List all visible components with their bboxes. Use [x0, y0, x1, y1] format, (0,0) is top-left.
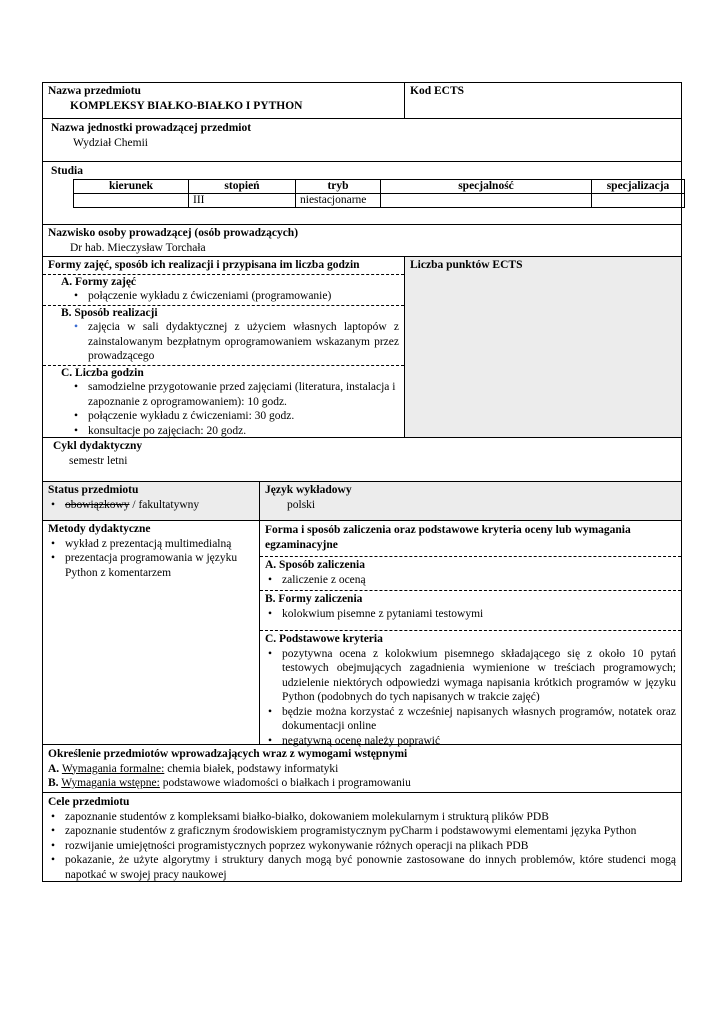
lecturer-cell	[43, 225, 681, 256]
goals-item: • zapoznanie studentów z graficznym środowiskiem programistycznym pyCharm i podstawowymi elementami języka Python	[43, 824, 676, 839]
methods-list	[43, 537, 254, 581]
studies-value-tryb: niestacjonarne	[296, 193, 381, 207]
status-optional: / fakultatywny	[129, 498, 200, 511]
goals-item: • pokazanie, że użyte algorytmy i struktury danych mogą być ponownie zastosowane do innych problemów, które studenci mogą napotkać w swojej pracy naukowej	[43, 853, 676, 882]
studies-header-specjalnosc: specjalność	[381, 179, 592, 193]
forms-b-label: B. Sposób realizacji	[61, 306, 158, 319]
forms-cell	[43, 257, 405, 437]
assessment-c-list	[260, 647, 676, 749]
studies-header-specjalizacja: specjalizacja	[592, 179, 685, 193]
assessment-cell	[260, 521, 681, 747]
course-syllabus-table	[42, 82, 682, 882]
studies-header-stopien: stopień	[189, 179, 296, 193]
status-obligatory-struck: obowiązkowy	[65, 498, 130, 511]
goals-list	[43, 810, 676, 883]
forms-b-list	[48, 320, 399, 364]
prereq-a-value: chemia białek, podstawy informatyki	[164, 762, 339, 775]
studies-value-row	[74, 193, 685, 207]
studies-header-row	[74, 179, 685, 193]
studies-value-kierunek	[74, 193, 189, 207]
course-name-cell	[43, 83, 405, 118]
prereq-b-term: Wymagania wstępne:	[61, 777, 160, 789]
cycle-cell	[43, 438, 681, 481]
forms-b-section	[43, 306, 404, 366]
studies-value-stopien: III	[189, 193, 296, 207]
forms-a-section	[43, 275, 404, 306]
assessment-c-label: C. Podstawowe kryteria	[265, 633, 383, 645]
assessment-b-label: B. Formy zaliczenia	[265, 593, 363, 605]
prereq-b-value: podstawowe wiadomości o białkach i programowaniu	[159, 777, 411, 789]
forms-a-item: • połączenie wykładu z ćwiczeniami (programowanie)	[48, 289, 399, 304]
cycle-row	[43, 438, 681, 482]
forms-b-item: • zajęcia w sali dydaktycznej z użyciem własnych laptopów z zainstalowanym bezpłatnym oprogramowaniem wskazanym przez prowadzącego	[48, 320, 399, 364]
status-list	[43, 498, 254, 513]
studies-cell	[43, 162, 690, 224]
ects-code-label: Kod ECTS	[410, 85, 465, 97]
forms-c-item: • połączenie wykładu z ćwiczeniami: 30 godz.	[48, 409, 399, 424]
forms-c-item: • konsultacje po zajęciach: 20 godz.	[48, 424, 399, 439]
status-cell	[43, 482, 260, 520]
goals-item: • rozwijanie umiejętności programistycznych poprzez wykonywanie różnych operacji na plikach PDB	[43, 839, 676, 854]
forms-c-label: C. Liczba godzin	[61, 366, 144, 379]
lecturer-value: Dr hab. Mieczysław Torchała	[70, 241, 206, 254]
unit-row	[43, 119, 681, 162]
unit-label: Nazwa jednostki prowadzącej przedmiot	[51, 122, 252, 134]
goals-item: • zapoznanie studentów z kompleksami białko-białko, dokowaniem molekularnym i strukturą plików PDB	[43, 810, 676, 825]
language-label: Język wykładowy	[265, 484, 352, 496]
studies-table	[73, 179, 685, 208]
cycle-label: Cykl dydaktyczny	[53, 440, 143, 452]
unit-cell	[43, 119, 681, 161]
goals-row	[43, 793, 681, 881]
assessment-b-section	[260, 591, 681, 631]
forms-label: Formy zajęć, sposób ich realizacji i przypisana im liczba godzin	[43, 257, 404, 275]
studies-row	[43, 162, 681, 225]
prereq-b-prefix: B.	[48, 777, 59, 789]
forms-row	[43, 257, 681, 438]
prereq-cell	[43, 745, 681, 792]
cycle-value: semestr letni	[69, 454, 128, 467]
unit-value: Wydział Chemii	[73, 136, 148, 149]
forms-c-list	[48, 380, 399, 438]
prereq-row	[43, 745, 681, 793]
methods-item: • wykład z prezentacją multimedialną	[43, 537, 254, 552]
studies-value-specjalnosc	[381, 193, 592, 207]
methods-assessment-row	[43, 521, 681, 745]
goals-label: Cele przedmiotu	[48, 796, 130, 808]
methods-label: Metody dydaktyczne	[48, 523, 151, 535]
forms-c-section	[43, 366, 404, 439]
assessment-label: Forma i sposób zaliczenia oraz podstawowe kryteria oceny lub wymagania egzaminacyjne	[260, 521, 681, 557]
lecturer-row	[43, 225, 681, 257]
goals-cell	[43, 793, 681, 881]
assessment-a-section	[260, 557, 681, 591]
status-row	[43, 482, 681, 521]
studies-header-kierunek: kierunek	[74, 179, 189, 193]
prereq-a-line	[48, 762, 676, 777]
assessment-c-item: • pozytywna ocena z kolokwium pisemnego składającego się z około 10 pytań testowych obejmujących zagadnienia wymienione w treściach programowych; udzielenie niektórych odpowiedzi wymaga napisania krótkich programów w języku Python (podobnych do tych napisanych w trakcie zajęć)	[260, 647, 676, 705]
assessment-c-section	[260, 631, 681, 749]
lecturer-label: Nazwisko osoby prowadzącej (osób prowadzących)	[48, 227, 299, 239]
studies-label: Studia	[51, 165, 83, 177]
forms-a-list	[48, 289, 399, 304]
prereq-a-prefix: A.	[48, 762, 60, 775]
prereq-b-line	[48, 776, 676, 791]
language-cell	[260, 482, 681, 520]
assessment-a-label: A. Sposób zaliczenia	[265, 559, 365, 571]
course-name-value: KOMPLEKSY BIAŁKO-BIAŁKO I PYTHON	[70, 99, 303, 112]
assessment-b-list	[260, 607, 676, 622]
ects-points-label: Liczba punktów ECTS	[405, 257, 681, 437]
status-item	[43, 498, 254, 513]
course-name-label: Nazwa przedmiotu	[48, 85, 141, 97]
prereq-label: Określenie przedmiotów wprowadzających wraz z wymogami wstępnymi	[48, 748, 408, 760]
studies-value-specjalizacja	[592, 193, 685, 207]
course-name-row	[43, 83, 681, 119]
assessment-a-item: • zaliczenie z oceną	[260, 573, 676, 588]
status-label: Status przedmiotu	[48, 484, 139, 496]
forms-a-label: A. Formy zajęć	[61, 275, 137, 288]
methods-item: • prezentacja programowania w języku Python z komentarzem	[43, 551, 254, 580]
assessment-b-item: • kolokwium pisemne z pytaniami testowymi	[260, 607, 676, 622]
language-value: polski	[287, 498, 316, 511]
prereq-a-term: Wymagania formalne:	[61, 762, 165, 775]
assessment-a-list	[260, 573, 676, 588]
assessment-c-item: • będzie można korzystać z wcześniej napisanych własnych programów, notatek oraz dokumentacji online	[260, 705, 676, 734]
methods-cell	[43, 521, 260, 744]
forms-c-item: • samodzielne przygotowanie przed zajęciami (literatura, instalacja i zapoznanie z oprogramowaniem): 10 godz.	[48, 380, 399, 409]
assessment-c-item: • negatywną ocenę należy poprawić	[260, 734, 676, 749]
studies-header-tryb: tryb	[296, 179, 381, 193]
